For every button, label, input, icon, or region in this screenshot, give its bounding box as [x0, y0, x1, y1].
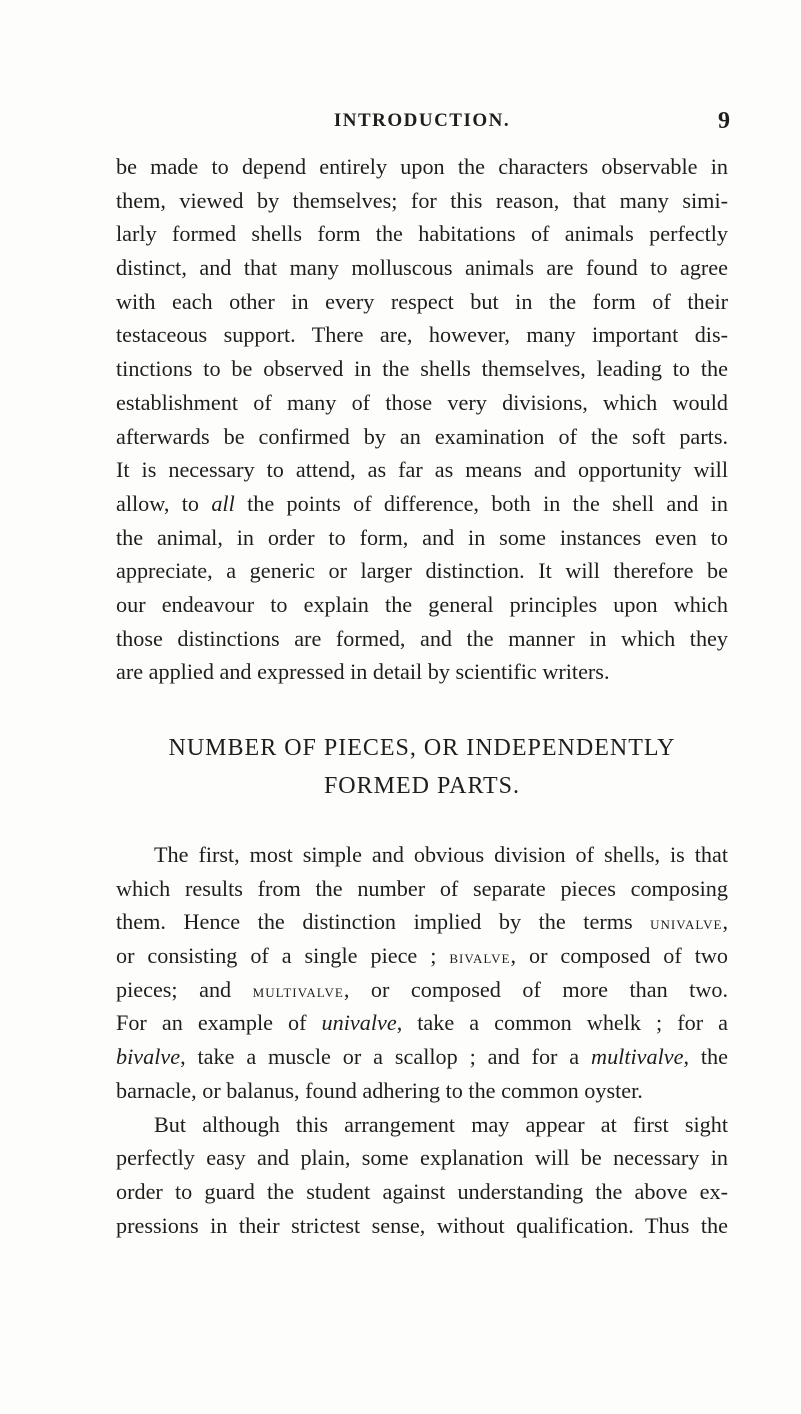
text-run: ,	[722, 909, 728, 935]
text-line: But although this arrangement may appear at first sight	[154, 1111, 728, 1137]
text-run: allow, to	[116, 490, 212, 516]
section-heading	[116, 729, 728, 805]
small-caps-term: bivalve	[449, 948, 511, 969]
text-line: are applied and expressed in detail by scientific writers.	[116, 659, 610, 685]
text-line: them, viewed by themselves; for this reason, that many simi-	[116, 187, 728, 213]
small-caps-term: multivalve	[252, 981, 344, 1002]
text-run: For an example of	[116, 1010, 322, 1036]
text-line	[116, 905, 728, 939]
text-run: them. Hence the distinction implied by the terms	[116, 909, 651, 935]
text-line: barnacle, or balanus, found adhering to the common oyster.	[116, 1077, 643, 1103]
italic-word: bivalve	[116, 1044, 181, 1070]
text-line: those distinctions are formed, and the manner in which they	[116, 625, 728, 651]
text-line: perfectly easy and plain, some explanation will be necessary in	[116, 1145, 728, 1171]
section-heading-line: NUMBER OF PIECES, OR INDEPENDENTLY	[168, 735, 676, 761]
text-line: pressions in their strictest sense, without qualification. Thus the	[116, 1212, 728, 1238]
text-line	[116, 939, 728, 973]
italic-word: univalve	[321, 1010, 397, 1036]
small-caps-term: univalve	[650, 914, 723, 935]
text-run: the points of difference, both in the shell and in	[234, 490, 728, 516]
text-line: appreciate, a generic or larger distinction. It will therefore be	[116, 558, 728, 584]
text-line: tinctions to be observed in the shells themselves, leading to the	[116, 356, 728, 382]
text-line: It is necessary to attend, as far as means and opportunity will	[116, 457, 728, 483]
text-run: , or composed of more than two.	[343, 976, 729, 1002]
text-line: testaceous support. There are, however, many important dis-	[116, 322, 728, 348]
text-run: or consisting of a single piece ;	[116, 943, 450, 969]
text-run: , take a common whelk ; for a	[396, 1010, 728, 1036]
text-line: establishment of many of those very divisions, which would	[116, 389, 728, 415]
page-number: 9	[718, 108, 730, 134]
text-run: , or composed of two	[510, 943, 728, 969]
italic-word: multivalve	[591, 1044, 684, 1070]
text-line	[116, 973, 728, 1007]
section-body	[116, 838, 728, 1242]
text-line	[116, 487, 728, 521]
text-line: with each other in every respect but in the form of their	[116, 288, 728, 314]
paragraph-continued	[116, 150, 728, 689]
text-run: , the	[683, 1044, 729, 1070]
text-line: the animal, in order to form, and in some instances even to	[116, 524, 728, 550]
text-line: larly formed shells form the habitations of animals perfectly	[116, 221, 728, 247]
text-line: order to guard the student against understanding the above ex-	[116, 1178, 728, 1204]
text-line	[116, 1006, 728, 1040]
running-head	[116, 108, 728, 140]
text-run: pieces; and	[116, 976, 253, 1002]
text-line: our endeavour to explain the general principles upon which	[116, 591, 728, 617]
text-line: The first, most simple and obvious division of shells, is that	[154, 842, 728, 867]
text-line: afterwards be confirmed by an examination of the soft parts.	[116, 423, 728, 449]
italic-word: all	[211, 490, 235, 516]
running-title: INTRODUCTION.	[333, 110, 511, 131]
text-run: , take a muscle or a scallop ; and for a	[180, 1044, 592, 1070]
text-line	[116, 1040, 728, 1074]
text-line: which results from the number of separate pieces composing	[116, 875, 728, 901]
text-line: distinct, and that many molluscous animals are found to agree	[116, 255, 728, 281]
section-heading-line: FORMED PARTS.	[323, 773, 521, 799]
text-line: be made to depend entirely upon the characters observable in	[116, 154, 728, 179]
